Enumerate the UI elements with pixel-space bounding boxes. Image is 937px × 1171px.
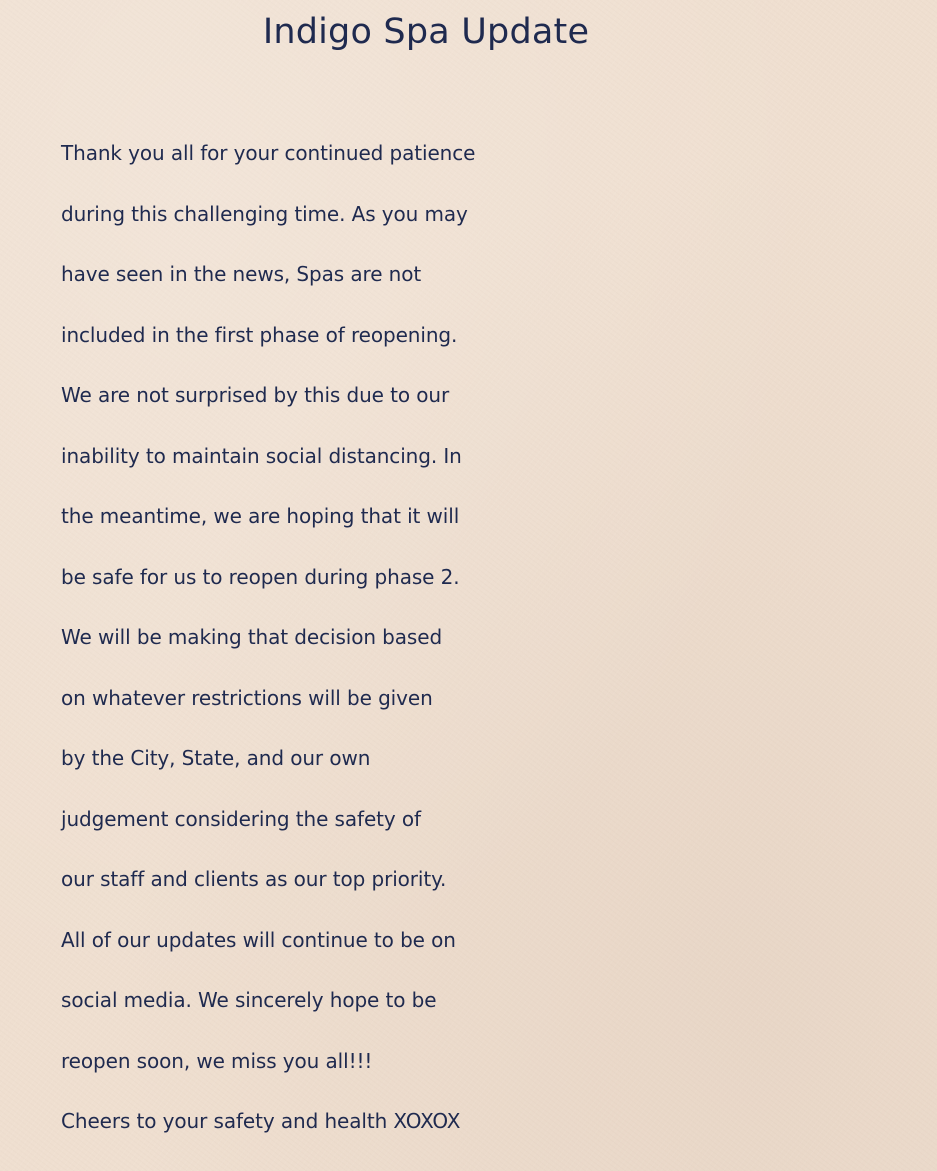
message-line: Cheers to your safety and health XOXOX bbox=[61, 1109, 461, 1133]
message-line: during this challenging time. As you may bbox=[61, 201, 468, 226]
message-line: included in the first phase of reopening. bbox=[61, 322, 458, 347]
message-line: have seen in the news, Spas are not bbox=[61, 262, 422, 286]
message-body bbox=[61, 123, 931, 1152]
message-line: on whatever restrictions will be given bbox=[61, 685, 433, 710]
message-line: reopen soon, we miss you all!!! bbox=[61, 1048, 373, 1073]
message-line: inability to maintain social distancing. In bbox=[61, 443, 462, 468]
message-line: our staff and clients as our top priority. bbox=[61, 867, 447, 891]
message-line: by the City, State, and our own bbox=[61, 746, 371, 770]
page-title: Indigo Spa Update bbox=[262, 12, 590, 52]
message-line: We will be making that decision based bbox=[61, 625, 443, 649]
message-line: We are not surprised by this due to our bbox=[61, 383, 450, 407]
message-line: be safe for us to reopen during phase 2. bbox=[61, 564, 460, 589]
message-line: the meantime, we are hoping that it will bbox=[61, 504, 460, 528]
message-line: social media. We sincerely hope to be bbox=[61, 988, 437, 1012]
message-line: judgement considering the safety of bbox=[61, 806, 421, 831]
message-line: Thank you all for your continued patience bbox=[61, 141, 476, 165]
message-line: All of our updates will continue to be on bbox=[61, 927, 456, 952]
